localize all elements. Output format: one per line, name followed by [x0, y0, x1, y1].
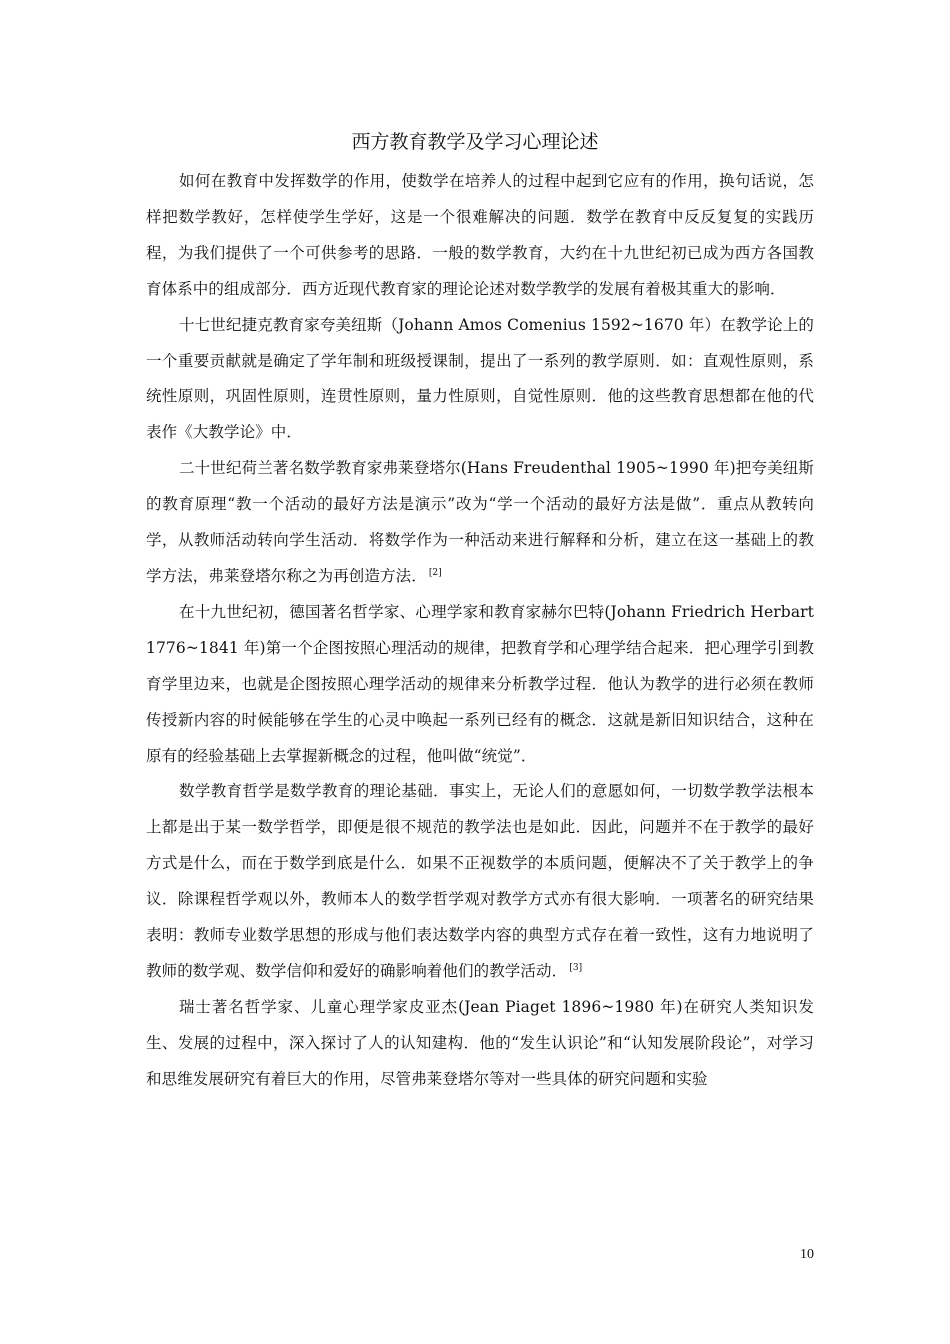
- paragraph-text: 十七世纪捷克教育家夸美纽斯（Johann Amos Comenius 1592~1670 年）在教学论上的一个重要贡献就是确定了学年制和班级授课制，提出了一系列的教学原则．如：直观性原则，系统性原则，巩固性原则，连贯性原则，量力性原则，自觉性原则．他的这些教育思想都在他的代表作《大教学论》中．: [146, 315, 814, 442]
- document-title: 西方教育教学及学习心理论述: [351, 131, 599, 153]
- paragraph-text: 如何在教育中发挥数学的作用，使数学在培养人的过程中起到它应有的作用，换句话说，怎样把数学教好，怎样使学生学好，这是一个很难解决的问题．数学在教育中反反复复的实践历程，为我们提供了一个可供参考的思路．一般的数学教育，大约在十九世纪初已成为西方各国教育体系中的组成部分．西方近现代教育家的理论论述对数学教学的发展有着极其重大的影响．: [146, 172, 814, 298]
- citation-ref: [2]: [428, 567, 442, 578]
- paragraph-text: 数学教育哲学是数学教育的理论基础．事实上，无论人们的意愿如何，一切数学教学法根本上都是出于某一数学哲学，即便是很不规范的教学法也是如此．因此，问题并不在于教学的最好方式是什么，而在于数学到底是什么．如果不正视数学的本质问题，便解决不了关于教学上的争议．除课程哲学观以外，教师本人的数学哲学观对教学方式亦有很大影响．一项著名的研究结果表明：教师专业数学思想的形成与他们表达数学内容的典型方式存在着一致性，这有力地说明了教师的数学观、数学信仰和爱好的确影响着他们的教学活动．: [146, 782, 814, 980]
- paragraph-2: [146, 308, 814, 452]
- paragraph-text: 瑞士著名哲学家、儿童心理学家皮亚杰(Jean Piaget 1896~1980 年)在研究人类知识发生、发展的过程中，深入探讨了人的认知建构．他的“发生认识论”和“认知发展阶段论”，对学习和思维发展研究有着巨大的作用，尽管弗莱登塔尔等对一些具体的研究问题和实验: [146, 997, 814, 1088]
- paragraph-text: 在十九世纪初，德国著名哲学家、心理学家和教育家赫尔巴特(Johann Friedrich Herbart 1776~1841 年)第一个企图按照心理活动的规律，把教育学和心理学结合起来．把心理学引到教育学里边来，也就是企图按照心理学活动的规律来分析教学过程．他认为教学的进行必须在教师传授新内容的时候能够在学生的心灵中唤起一系列已经有的概念．这就是新旧知识结合，这种在原有的经验基础上去掌握新概念的过程，他叫做“统觉”．: [146, 602, 814, 765]
- paragraph-3: [146, 451, 814, 595]
- page-number: 10: [800, 1247, 814, 1262]
- paragraph-4: [146, 595, 814, 775]
- paragraph-text: 二十世纪荷兰著名数学教育家弗莱登塔尔(Hans Freudenthal 1905~1990 年)把夸美纽斯的教育原理“教一个活动的最好方法是演示”改为“学一个活动的最好方法是做”．重点从教转向学，从教师活动转向学生活动．将数学作为一种活动来进行解释和分析，建立在这一基础上的教学方法，弗莱登塔尔称之为再创造方法．: [146, 459, 814, 585]
- paragraph-6: [146, 990, 814, 1098]
- paragraph-5: [146, 774, 814, 989]
- citation-ref: [3]: [569, 962, 583, 973]
- paragraph-1: [146, 164, 814, 308]
- document-body: [146, 164, 814, 1098]
